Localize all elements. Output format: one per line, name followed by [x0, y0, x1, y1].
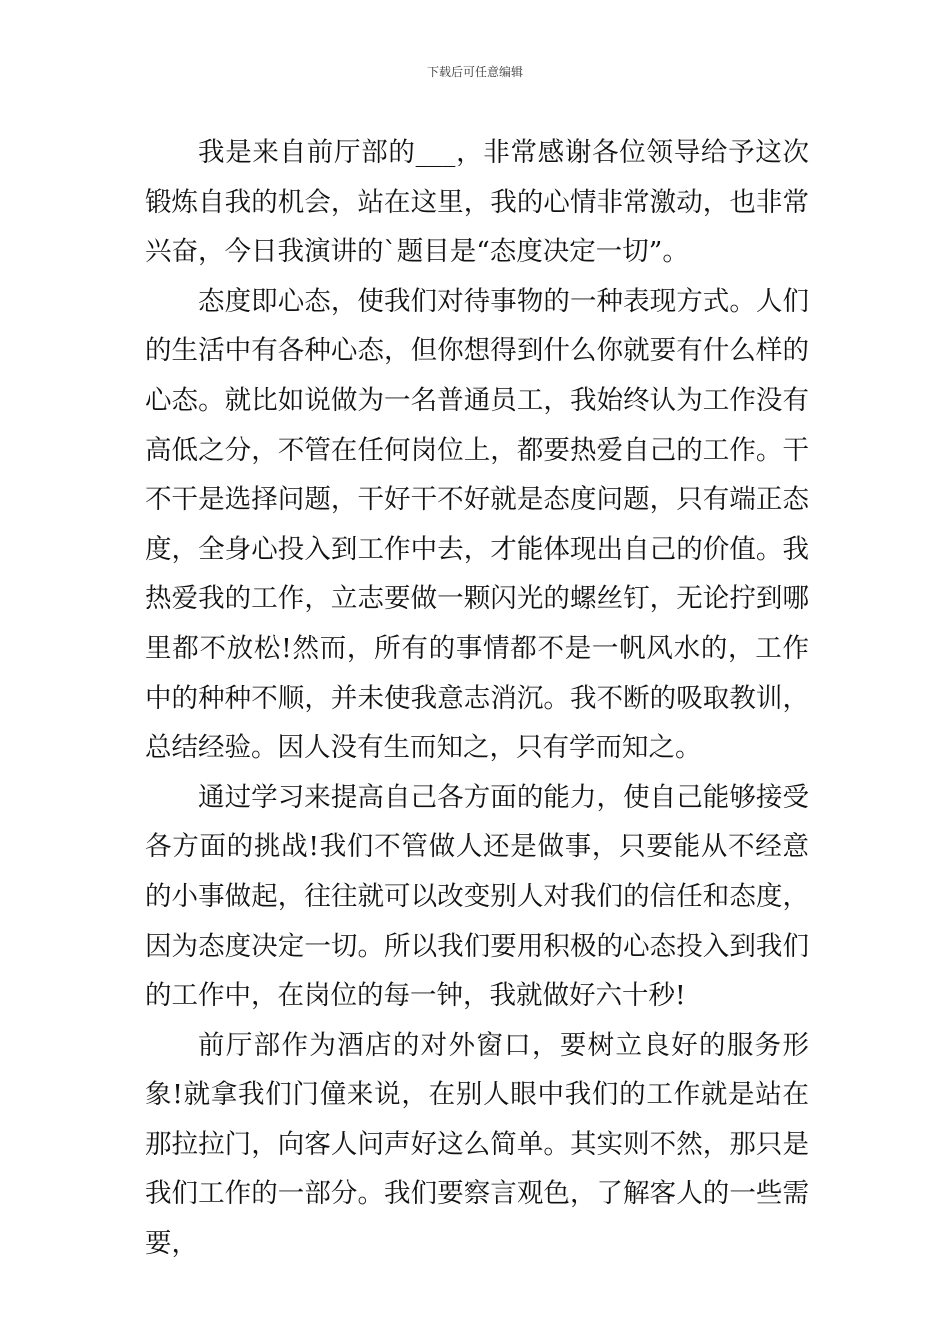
document-body — [145, 128, 809, 1269]
paragraph-3: 通过学习来提高自己各方面的能力，使自己能够接受各方面的挑战!我们不管做人还是做事，只要能从不经意的小事做起，往往就可以改变别人对我们的信任和态度，因为态度决定一切。所以我们要用积极的心态投入到我们的工作中，在岗位的每一钟，我就做好六十秒! — [145, 781, 809, 1012]
paragraph-4: 前厅部作为酒店的对外窗口，要树立良好的服务形象!就拿我们门僮来说，在别人眼中我们的工作就是站在那拉拉门，向客人问声好这么简单。其实则不然，那只是我们工作的一部分。我们要察言观色，了解客人的一些需要， — [145, 1029, 809, 1260]
page-header: 下载后可任意编辑 — [426, 65, 523, 79]
paragraph-2: 态度即心态，使我们对待事物的一种表现方式。人们的生活中有各种心态，但你想得到什么你就要有什么样的心态。就比如说做为一名普通员工，我始终认为工作没有高低之分，不管在任何岗位上，都要热爱自己的工作。干不干是选择问题，干好干不好就是态度问题，只有端正态度，全身心投入到工作中去，才能体现出自己的价值。我热爱我的工作，立志要做一颗闪光的螺丝钉，无论拧到哪里都不放松!然而，所有的事情都不是一帆风水的，工作中的种种不顺，并未使我意志消沉。我不断的吸取教训，总结经验。因人没有生而知之，只有学而知之。 — [145, 285, 809, 764]
paragraph-1: 我是来自前厅部的___，非常感谢各位领导给予这次锻炼自我的机会，站在这里，我的心情非常激动，也非常兴奋，今日我演讲的`题目是“态度决定一切”。 — [145, 137, 809, 268]
